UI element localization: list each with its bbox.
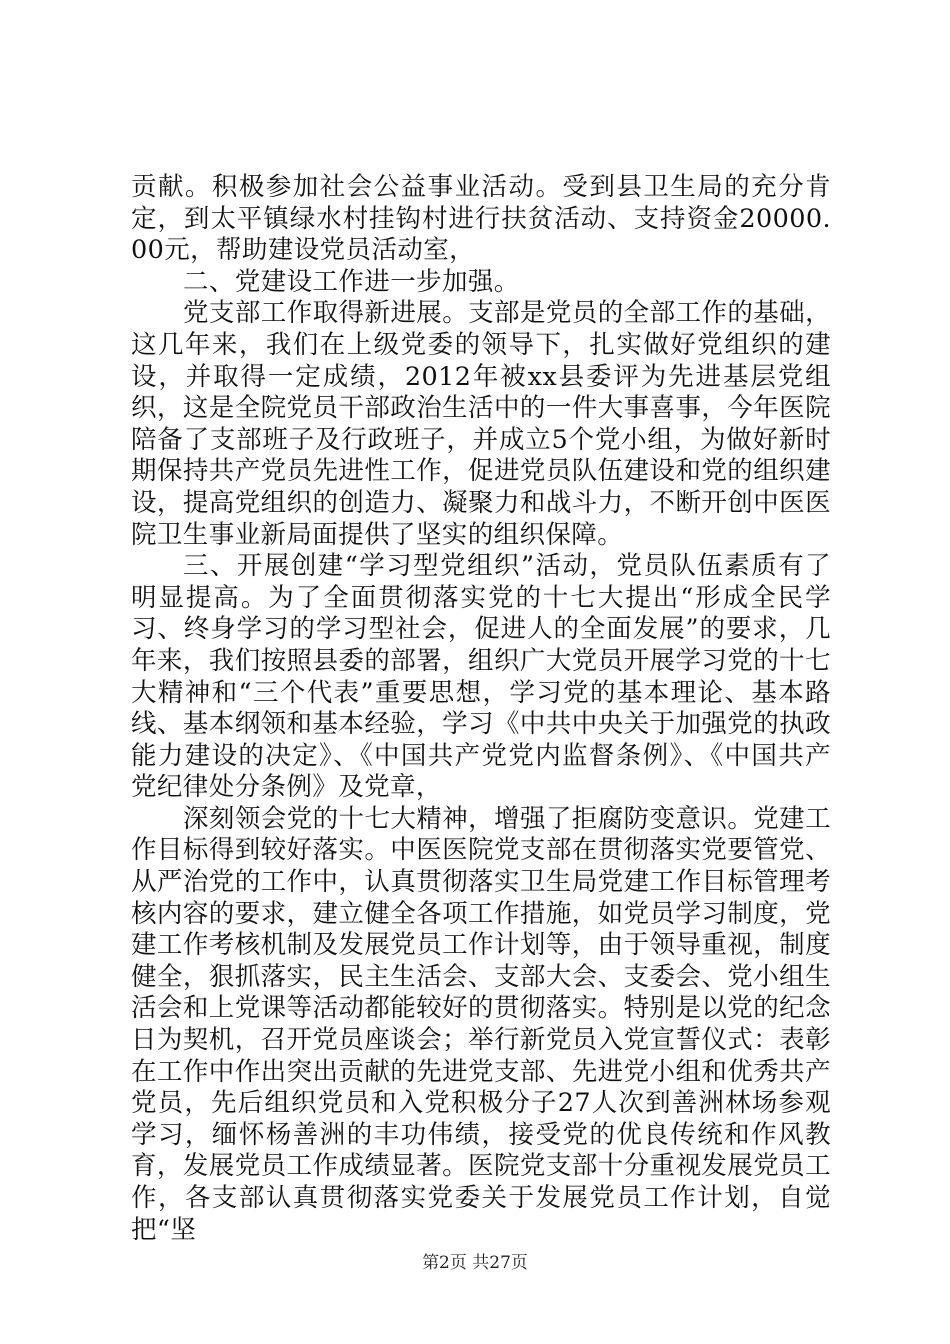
paragraph-anti-corruption: 深刻领会党的十七大精神，增强了拒腐防变意识。党建工作目标得到较好落实。中医医院党支部在贯彻落实党要管党、从严治党的工作中，认真贯彻落实卫生局党建工作目标管理考核内容的要求，建立健全各项工作措施，如党员学习制度，党建工作考核机制及发展党员工作计划等，由于领导重视，制度健全，狠抓落实，民主生活会、支部大会、支委会、党小组生活会和上党课等活动都能较好的贯彻落实。特别是以党的纪念日为契机，召开党员座谈会；举行新党员入党宣誓仪式：表彰在工作中作出突出贡献的先进党支部、先进党小组和优秀共产党员，先后组织党员和入党积极分子27人次到善洲林场参观学习，缅怀杨善洲的丰功伟绩，接受党的优良传统和作风教育，发展党员工作成绩显著。医院党支部十分重视发展党员工作，各支部认真贯彻落实党委关于发展党员工作计划，自觉把“坚	[131, 803, 831, 1245]
paragraph-learning-organization: 三、开展创建“学习型党组织”活动，党员队伍素质有了明显提高。为了全面贯彻落实党的十七大提出“形成全民学习、终身学习的学习型社会，促进人的全面发展”的要求，几年来，我们按照县委的部署，组织广大党员开展学习党的十七大精神和“三个代表”重要思想，学习党的基本理论、基本路线、基本纲领和基本经验，学习《中共中央关于加强党的执政能力建设的决定》、《中国共产党党内监督条例》、《中国共产党纪律处分条例》及党章，	[131, 551, 831, 803]
page-number-footer: 第2页 共27页	[422, 1253, 528, 1273]
document-body	[131, 172, 831, 1246]
paragraph-branch-progress: 党支部工作取得新进展。支部是党员的全部工作的基础，这几年来，我们在上级党委的领导下，扎实做好党组织的建设，并取得一定成绩，2012年被xx县委评为先进基层党组织，这是全院党员干部政治生活中的一件大事喜事，今年医院陪备了支部班子及行政班子，并成立5个党小组，为做好新时期保持共产党员先进性工作，促进党员队伍建设和党的组织建设，提高党组织的创造力、凝聚力和战斗力，不断开创中医医院卫生事业新局面提供了坚实的组织保障。	[131, 298, 831, 550]
paragraph-continuation: 贡献。积极参加社会公益事业活动。受到县卫生局的充分肯定，到太平镇绿水村挂钩村进行扶贫活动、支持资金20000.00元，帮助建设党员活动室，	[131, 172, 831, 266]
section-heading-party-building: 二、党建设工作进一步加强。	[183, 266, 520, 297]
